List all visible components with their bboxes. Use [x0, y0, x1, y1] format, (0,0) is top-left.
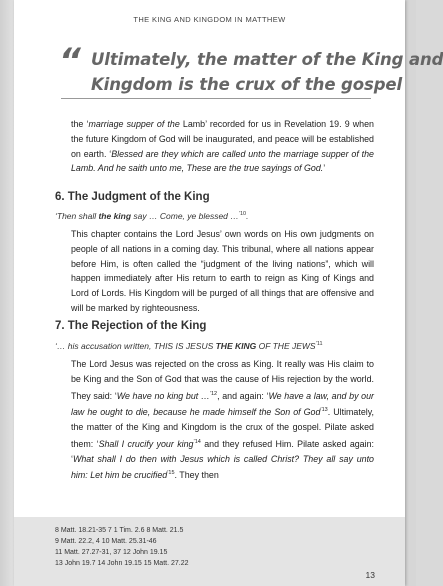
page-edge-right — [405, 0, 416, 586]
verse-run: say … Come, ye blessed … — [131, 211, 239, 221]
italic-run: marriage supper of the — [88, 119, 180, 129]
text-run: and they refused Him. Pilate asked again: ‘ — [71, 438, 374, 464]
footnote-ref: ’14 — [193, 438, 201, 445]
section-6-paragraph: This chapter contains the Lord Jesus’ own words on His own judgments on people of all nations in a coming day. This tribunal, where all nations appear before Him, is often called the “judgment of the living nations”, which will happen immediately after His return to earth to reign as King of Kings and Lord of Lords. His Kingdom will be purged of all things that are offensive and will be marked by righteousness. — [71, 229, 374, 313]
text-run: , and again: ‘ — [217, 390, 269, 401]
footnote-line: 13 John 19.7 14 John 19.15 15 Matt. 27.22 — [55, 560, 189, 567]
italic-run: We have a law, and by our law he ought to die, because he made himself the Son of God — [71, 390, 374, 418]
italic-run: We have no king but … — [116, 390, 210, 401]
footnote-ref: ’15 — [167, 470, 175, 477]
running-head: THE KING AND KINGDOM IN MATTHEW — [133, 15, 286, 24]
footnote-line: 8 Matt. 18.21-35 7 1 Tim. 2.6 8 Matt. 21.5 — [55, 527, 184, 534]
footnote-ref: ’13 — [320, 407, 328, 414]
paragraph-1 — [71, 117, 374, 176]
verse-run: ‘Then shall — [55, 211, 99, 221]
footnotes-block — [14, 517, 405, 586]
pull-quote-rule — [61, 98, 371, 99]
italic-run: What shall I do then with Jesus which is called Christ? They all say unto him: Let him be crucified — [71, 453, 374, 481]
footnote-list — [55, 525, 189, 569]
text-run: . They then — [174, 470, 219, 481]
section-7-heading: 7. The Rejection of the King — [55, 320, 207, 332]
pull-quote-line-1: Ultimately, the matter of the King and — [91, 50, 443, 69]
book-page — [14, 0, 443, 586]
text-run: ’ — [323, 163, 326, 174]
section-6-heading: 6. The Judgment of the King — [55, 191, 210, 203]
footnote-line: 9 Matt. 22.2, 4 10 Matt. 25.31-46 — [55, 538, 157, 545]
verse-run: OF THE JEWS — [256, 341, 316, 351]
section-7-paragraph — [71, 357, 374, 483]
pull-quote-line-2: Kingdom is the crux of the gospel — [91, 75, 403, 94]
footnote-ref: ’12 — [209, 390, 218, 397]
footnote-line: 11 Matt. 27.27-31, 37 12 John 19.15 — [55, 549, 168, 556]
italic-run: Shall I crucify your king — [98, 438, 194, 449]
text-run: Lamb’ recorded for us in Revelation 19. 9 when the future Kingdom of God will be inaugurated, and peace will be established on earth. ‘ — [71, 119, 374, 159]
page-number: 13 — [365, 570, 375, 580]
section-7-verse — [55, 341, 375, 351]
verse-emphasis: THE KING — [215, 341, 257, 351]
text-run: the ‘ — [71, 119, 89, 129]
quote-mark-icon: “ — [59, 41, 81, 81]
footnote-ref: ’11 — [315, 341, 323, 348]
footnote-ref: ’10 — [238, 211, 247, 218]
verse-emphasis: the king — [98, 211, 132, 221]
page-edge-left — [0, 0, 14, 586]
text-run: . Ultimately, the matter of the King and Kingdom is the crux of the gospel. Pilate asked them: ‘ — [71, 407, 374, 449]
verse-run: ‘… his accusation written, THIS IS JESUS — [55, 341, 216, 351]
section-6-verse — [55, 211, 375, 221]
verse-run: . — [246, 211, 249, 221]
italic-run: Blessed are they which are called unto the marriage supper of the Lamb. And he saith unto me, These are the true sayings of God. — [71, 148, 374, 174]
text-run: The Lord Jesus was rejected on the cross as King. It really was His claim to be King and the Son of God that was the cause of His rejection by the world. They said: ‘ — [71, 359, 374, 401]
